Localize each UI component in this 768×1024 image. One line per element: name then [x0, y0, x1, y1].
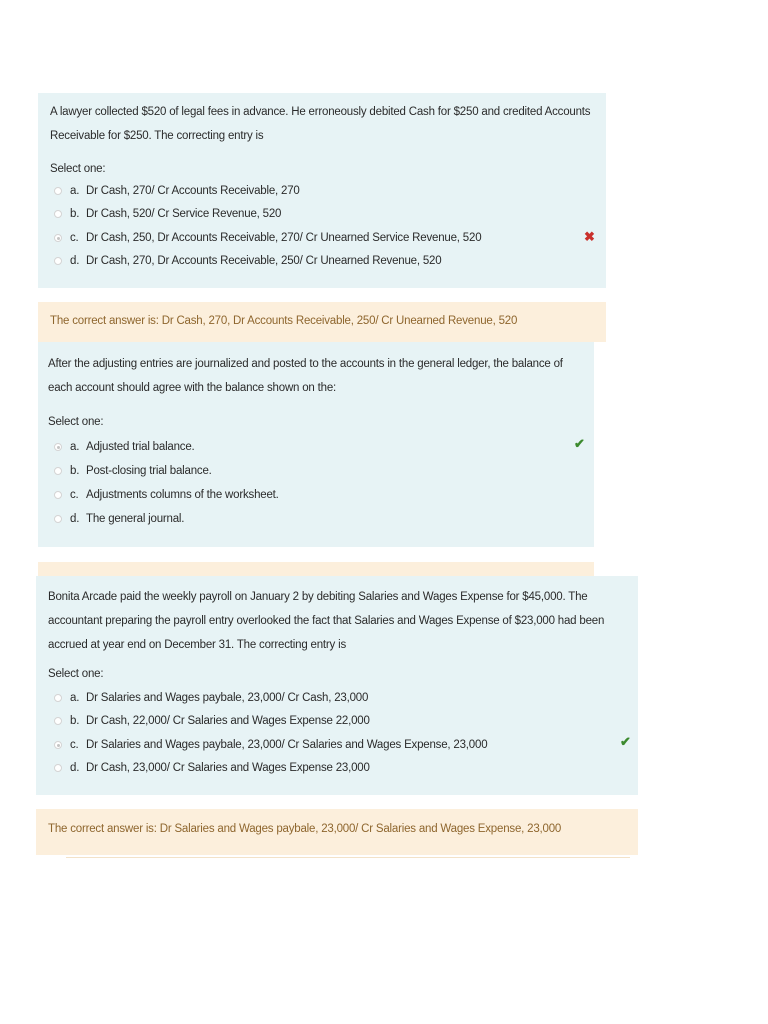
option-text: Dr Cash, 270/ Cr Accounts Receivable, 270	[86, 185, 300, 197]
option-b[interactable]	[54, 463, 212, 479]
option-a[interactable]	[54, 690, 368, 706]
option-letter: d.	[70, 513, 80, 525]
radio-button-selected[interactable]	[54, 234, 62, 242]
select-one-label: Select one:	[48, 668, 104, 680]
feedback-divider	[38, 562, 594, 576]
option-c[interactable]	[54, 737, 487, 753]
option-letter: b.	[70, 465, 80, 477]
option-letter: d.	[70, 255, 80, 267]
option-text: Dr Cash, 22,000/ Cr Salaries and Wages Expense 22,000	[86, 715, 370, 727]
option-a[interactable]	[54, 183, 300, 199]
radio-button[interactable]	[54, 257, 62, 265]
option-letter: a.	[70, 441, 80, 453]
question-3	[36, 576, 638, 795]
option-letter: c.	[70, 232, 79, 244]
option-b[interactable]	[54, 206, 281, 222]
option-d[interactable]	[54, 253, 441, 269]
option-d[interactable]	[54, 511, 184, 527]
radio-button[interactable]	[54, 717, 62, 725]
question-2	[38, 342, 594, 547]
incorrect-icon: ✖	[584, 229, 595, 244]
question-1	[38, 93, 606, 288]
feedback-3	[36, 809, 638, 855]
option-text: Dr Cash, 520/ Cr Service Revenue, 520	[86, 208, 282, 220]
option-text: Adjustments columns of the worksheet.	[86, 489, 279, 501]
radio-button-selected[interactable]	[54, 741, 62, 749]
option-letter: b.	[70, 208, 80, 220]
radio-button[interactable]	[54, 210, 62, 218]
radio-button[interactable]	[54, 694, 62, 702]
option-text: The general journal.	[86, 513, 185, 525]
option-c[interactable]	[54, 230, 481, 246]
option-letter: b.	[70, 715, 80, 727]
option-letter: c.	[70, 739, 79, 751]
option-text: Dr Salaries and Wages paybale, 23,000/ Cr Cash, 23,000	[86, 692, 369, 704]
option-text: Dr Cash, 250, Dr Accounts Receivable, 270/ Cr Unearned Service Revenue, 520	[86, 232, 482, 244]
option-a[interactable]	[54, 439, 195, 455]
select-one-label: Select one:	[48, 416, 104, 428]
radio-button-selected[interactable]	[54, 443, 62, 451]
question-1-text: A lawyer collected $520 of legal fees in advance. He erroneously debited Cash for $250 and credited Accounts Receivable for $250. The correcting entry is	[50, 106, 591, 142]
option-c[interactable]	[54, 487, 279, 503]
correct-answer-text: The correct answer is: Dr Salaries and Wages paybale, 23,000/ Cr Salaries and Wages Expense, 23,000	[48, 823, 562, 835]
radio-button[interactable]	[54, 515, 62, 523]
option-d[interactable]	[54, 760, 370, 776]
option-b[interactable]	[54, 713, 370, 729]
option-letter: c.	[70, 489, 79, 501]
option-letter: d.	[70, 762, 80, 774]
correct-checkmark-icon: ✔	[574, 436, 585, 451]
radio-button[interactable]	[54, 467, 62, 475]
radio-button[interactable]	[54, 764, 62, 772]
option-text: Adjusted trial balance.	[86, 441, 195, 453]
radio-button[interactable]	[54, 491, 62, 499]
option-text: Post-closing trial balance.	[86, 465, 212, 477]
option-text: Dr Cash, 270, Dr Accounts Receivable, 250/ Cr Unearned Revenue, 520	[86, 255, 442, 267]
correct-checkmark-icon: ✔	[620, 734, 631, 749]
option-text: Dr Cash, 23,000/ Cr Salaries and Wages Expense 23,000	[86, 762, 370, 774]
select-one-label: Select one:	[50, 163, 106, 175]
option-text: Dr Salaries and Wages paybale, 23,000/ Cr Salaries and Wages Expense, 23,000	[86, 739, 488, 751]
radio-button[interactable]	[54, 187, 62, 195]
correct-answer-text: The correct answer is: Dr Cash, 270, Dr Accounts Receivable, 250/ Cr Unearned Revenue, 520	[50, 315, 518, 327]
question-2-text: After the adjusting entries are journalized and posted to the accounts in the general ledger, the balance of each account should agree with the balance shown on the:	[48, 358, 563, 394]
feedback-bottom-rule	[66, 857, 630, 858]
option-letter: a.	[70, 692, 80, 704]
option-letter: a.	[70, 185, 80, 197]
question-3-text: Bonita Arcade paid the weekly payroll on January 2 by debiting Salaries and Wages Expense for $45,000. The accountant preparing the payroll entry overlooked the fact that Salaries and Wages Expense of $23,000 had been accrued at year end on December 31. The correcting entry is	[48, 591, 605, 651]
feedback-1	[38, 302, 606, 342]
